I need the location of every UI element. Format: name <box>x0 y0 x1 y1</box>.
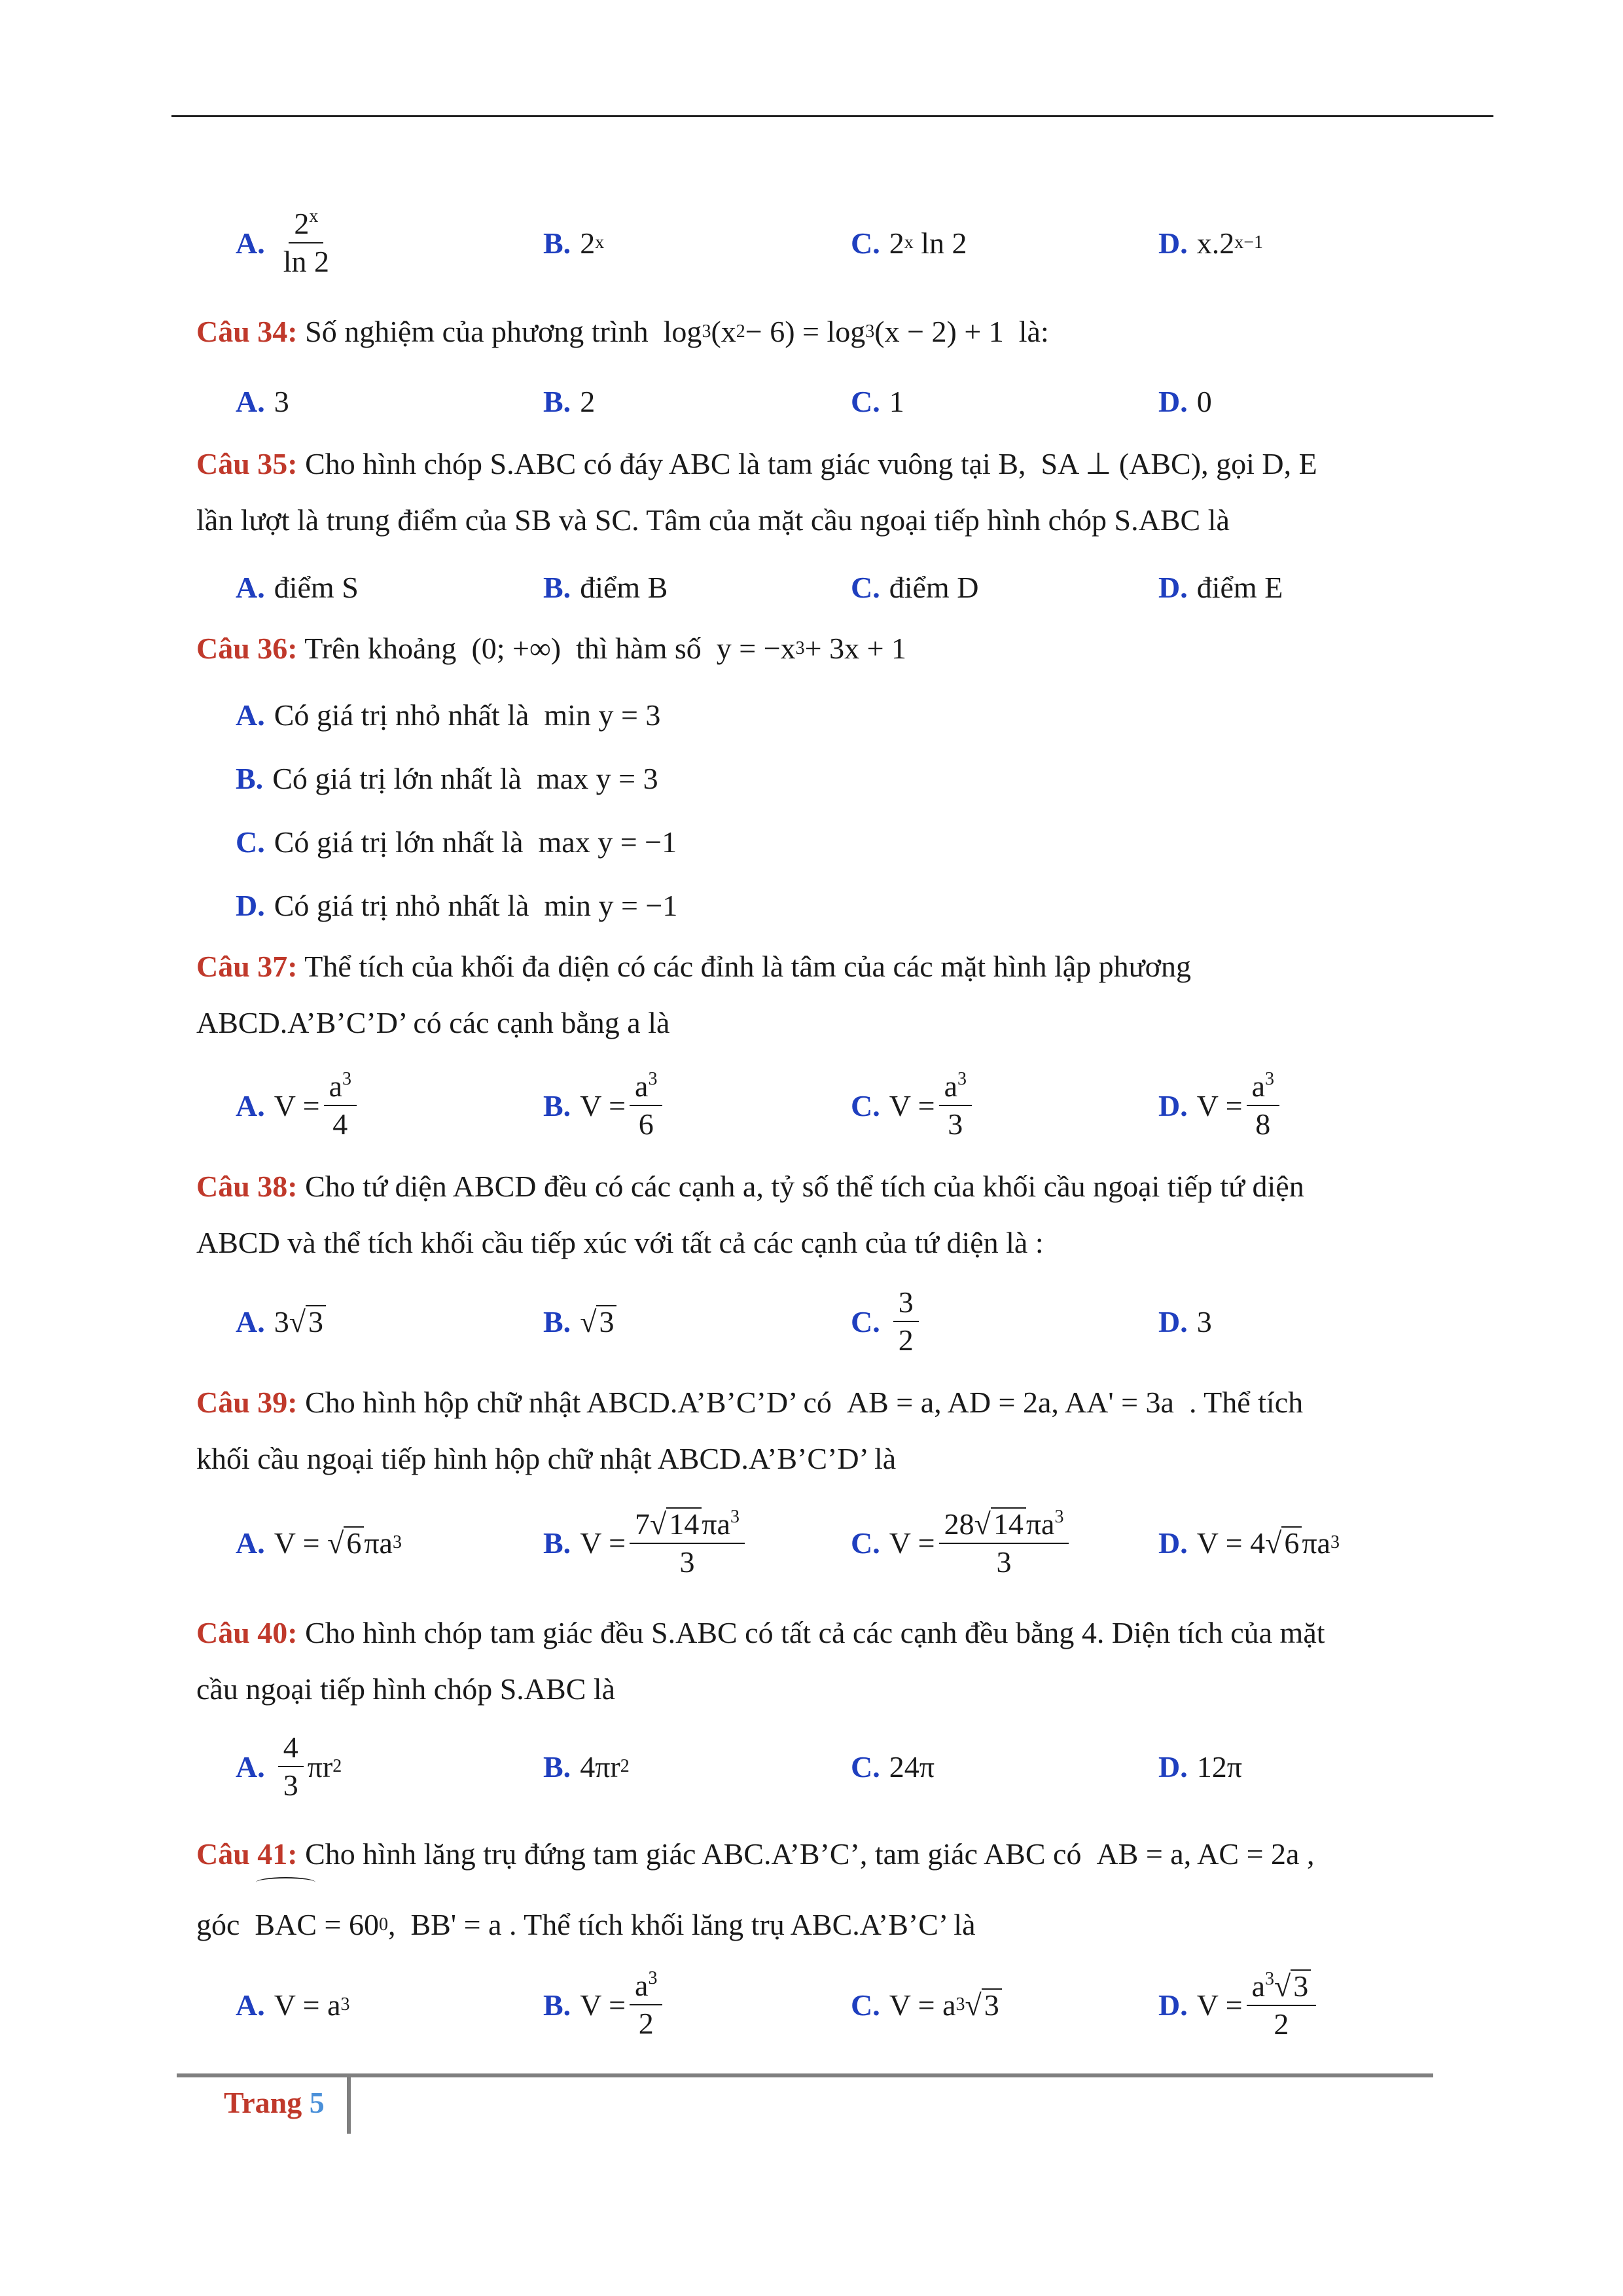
q41-options <box>236 1969 1466 2041</box>
q34-option-d[interactable]: D. 0 <box>1158 384 1212 418</box>
q41-stem: Câu 41: Cho hình lăng trụ đứng tam giác ABC.A’B’C’, tam giác ABC có AB = a, AC = 2a , góc BAC = 60 0 , BB' = a . Thể tích khối lăng trụ ABC.A’B’C’ là <box>196 1826 1427 1967</box>
q34-options <box>236 365 1466 437</box>
q35-stem: Câu 35: Cho hình chóp S.ABC có đáy ABC là tam giác vuông tại B, SA ⊥ (ABC), gọi D, E lần lượt là trung điểm của SB và SC. Tâm của mặt cầu ngoại tiếp hình chóp S.ABC là <box>196 447 1317 537</box>
footer-divider <box>347 2076 351 2134</box>
q41-option-a[interactable]: A. V = a 3 <box>236 1988 350 2022</box>
q36-option-a[interactable]: A. Có giá trị nhỏ nhất là min y = 3 <box>236 698 661 732</box>
q36-option-c[interactable]: C. Có giá trị lớn nhất là max y = −1 <box>236 825 677 859</box>
q33-options <box>236 207 1466 279</box>
q39-option-c[interactable]: C. V = $\frac{28√14\pi a^3}{3}$ <box>851 1507 1073 1579</box>
page-number: 5 <box>309 2086 325 2119</box>
q39-options <box>236 1507 1466 1579</box>
q33-option-a[interactable]: A. $\frac{2^x}{\ln 2}$ <box>236 206 330 278</box>
q36-option-d[interactable]: D. Có giá trị nhỏ nhất là min y = −1 <box>236 889 678 922</box>
q39-option-d[interactable]: D. V = 4√ 6 πa 3 <box>1158 1526 1340 1560</box>
q34-option-b[interactable]: B. 2 <box>543 384 596 418</box>
q37-option-d[interactable]: D. V = $\frac{a^3}{8}$ <box>1158 1069 1283 1141</box>
q38-stem: Câu 38: Cho tứ diện ABCD đều có các cạnh a, tỷ số thể tích của khối cầu ngoại tiếp tứ diện ABCD và thể tích khối cầu tiếp xúc với tất cả các cạnh của tứ diện là : <box>196 1170 1304 1259</box>
q37-option-a[interactable]: A. V = $\frac{a^3}{4}$ <box>236 1069 361 1141</box>
q36-options <box>236 683 1466 937</box>
q35-option-b[interactable]: B. điểm B <box>543 570 668 604</box>
q38-option-d[interactable]: D. 3 <box>1158 1304 1212 1338</box>
top-rule <box>171 115 1493 117</box>
q38-option-b[interactable]: B. √ 3 <box>543 1285 616 1357</box>
q40-option-d[interactable]: D. 12π <box>1158 1749 1242 1784</box>
q39-stem: Câu 39: Cho hình hộp chữ nhật ABCD.A’B’C’D’ có AB = a, AD = 2a, AA' = 3a . Thể tích khối cầu ngoại tiếp hình hộp chữ nhật ABCD.A’B’C’D’ là <box>196 1386 1304 1475</box>
bottom-rule <box>177 2073 1433 2077</box>
q41-option-b[interactable]: B. V = $\frac{a^3}{2}$ <box>543 1969 666 2041</box>
q38-options <box>236 1285 1466 1357</box>
q41-option-d[interactable]: D. V = $\frac{a^3√3}{2}$ <box>1158 1969 1320 2041</box>
q34-option-a[interactable]: A. 3 <box>236 384 289 418</box>
q35-option-c[interactable]: C. điểm D <box>851 570 979 604</box>
q35-option-a[interactable]: A. điểm S <box>236 570 359 604</box>
q41-option-c[interactable]: C. V = a 3 √ 3 <box>851 1969 1002 2041</box>
q40-stem: Câu 40: Cho hình chóp tam giác đều S.ABC có tất cả các cạnh đều bằng 4. Diện tích của mặt cầu ngoại tiếp hình chóp S.ABC là <box>196 1616 1325 1706</box>
q36-option-b[interactable]: B. Có giá trị lớn nhất là max y = 3 <box>236 762 658 795</box>
q39-option-b[interactable]: B. V = $\frac{7√14\pi a^3}{3}$ <box>543 1507 749 1579</box>
page-footer: Trang 5 <box>224 2086 325 2119</box>
q40-option-c[interactable]: C. 24π <box>851 1749 935 1784</box>
q33-option-c[interactable]: C. 2 x ln 2 <box>851 226 967 260</box>
q37-stem: Câu 37: Thể tích của khối đa diện có các đỉnh là tâm của các mặt hình lập phương ABCD.A’B’C’D’ có các cạnh bằng a là <box>196 950 1191 1039</box>
q37-option-c[interactable]: C. V = $\frac{a^3}{3}$ <box>851 1069 976 1141</box>
q33-option-b[interactable]: B. 2 x <box>543 226 605 260</box>
q34-option-c[interactable]: C. 1 <box>851 384 904 418</box>
q38-option-a[interactable]: A. 3√ 3 <box>236 1285 326 1357</box>
q35-options <box>236 551 1466 623</box>
q40-options <box>236 1731 1466 1803</box>
q40-option-b[interactable]: B. 4πr 2 <box>543 1749 630 1784</box>
q40-option-a[interactable]: A. $\frac{4}{3}$ πr 2 <box>236 1731 342 1802</box>
q34-stem: Câu 34: Số nghiệm của phương trình log 3 (x 2 − 6) = log 3 (x − 2) + 1 là: <box>196 315 1049 348</box>
q36-stem: Câu 36: Trên khoảng (0; +∞) thì hàm số y = −x 3 + 3x + 1 <box>196 632 907 665</box>
q39-option-a[interactable]: A. V = √ 6 πa 3 <box>236 1526 402 1560</box>
q37-option-b[interactable]: B. V = $\frac{a^3}{6}$ <box>543 1069 666 1141</box>
q35-option-d[interactable]: D. điểm E <box>1158 570 1283 604</box>
q38-option-c[interactable]: C. $\frac{3}{2}$ <box>851 1285 923 1357</box>
q37-options <box>236 1069 1466 1141</box>
q33-option-d[interactable]: D. x.2 x−1 <box>1158 226 1264 260</box>
